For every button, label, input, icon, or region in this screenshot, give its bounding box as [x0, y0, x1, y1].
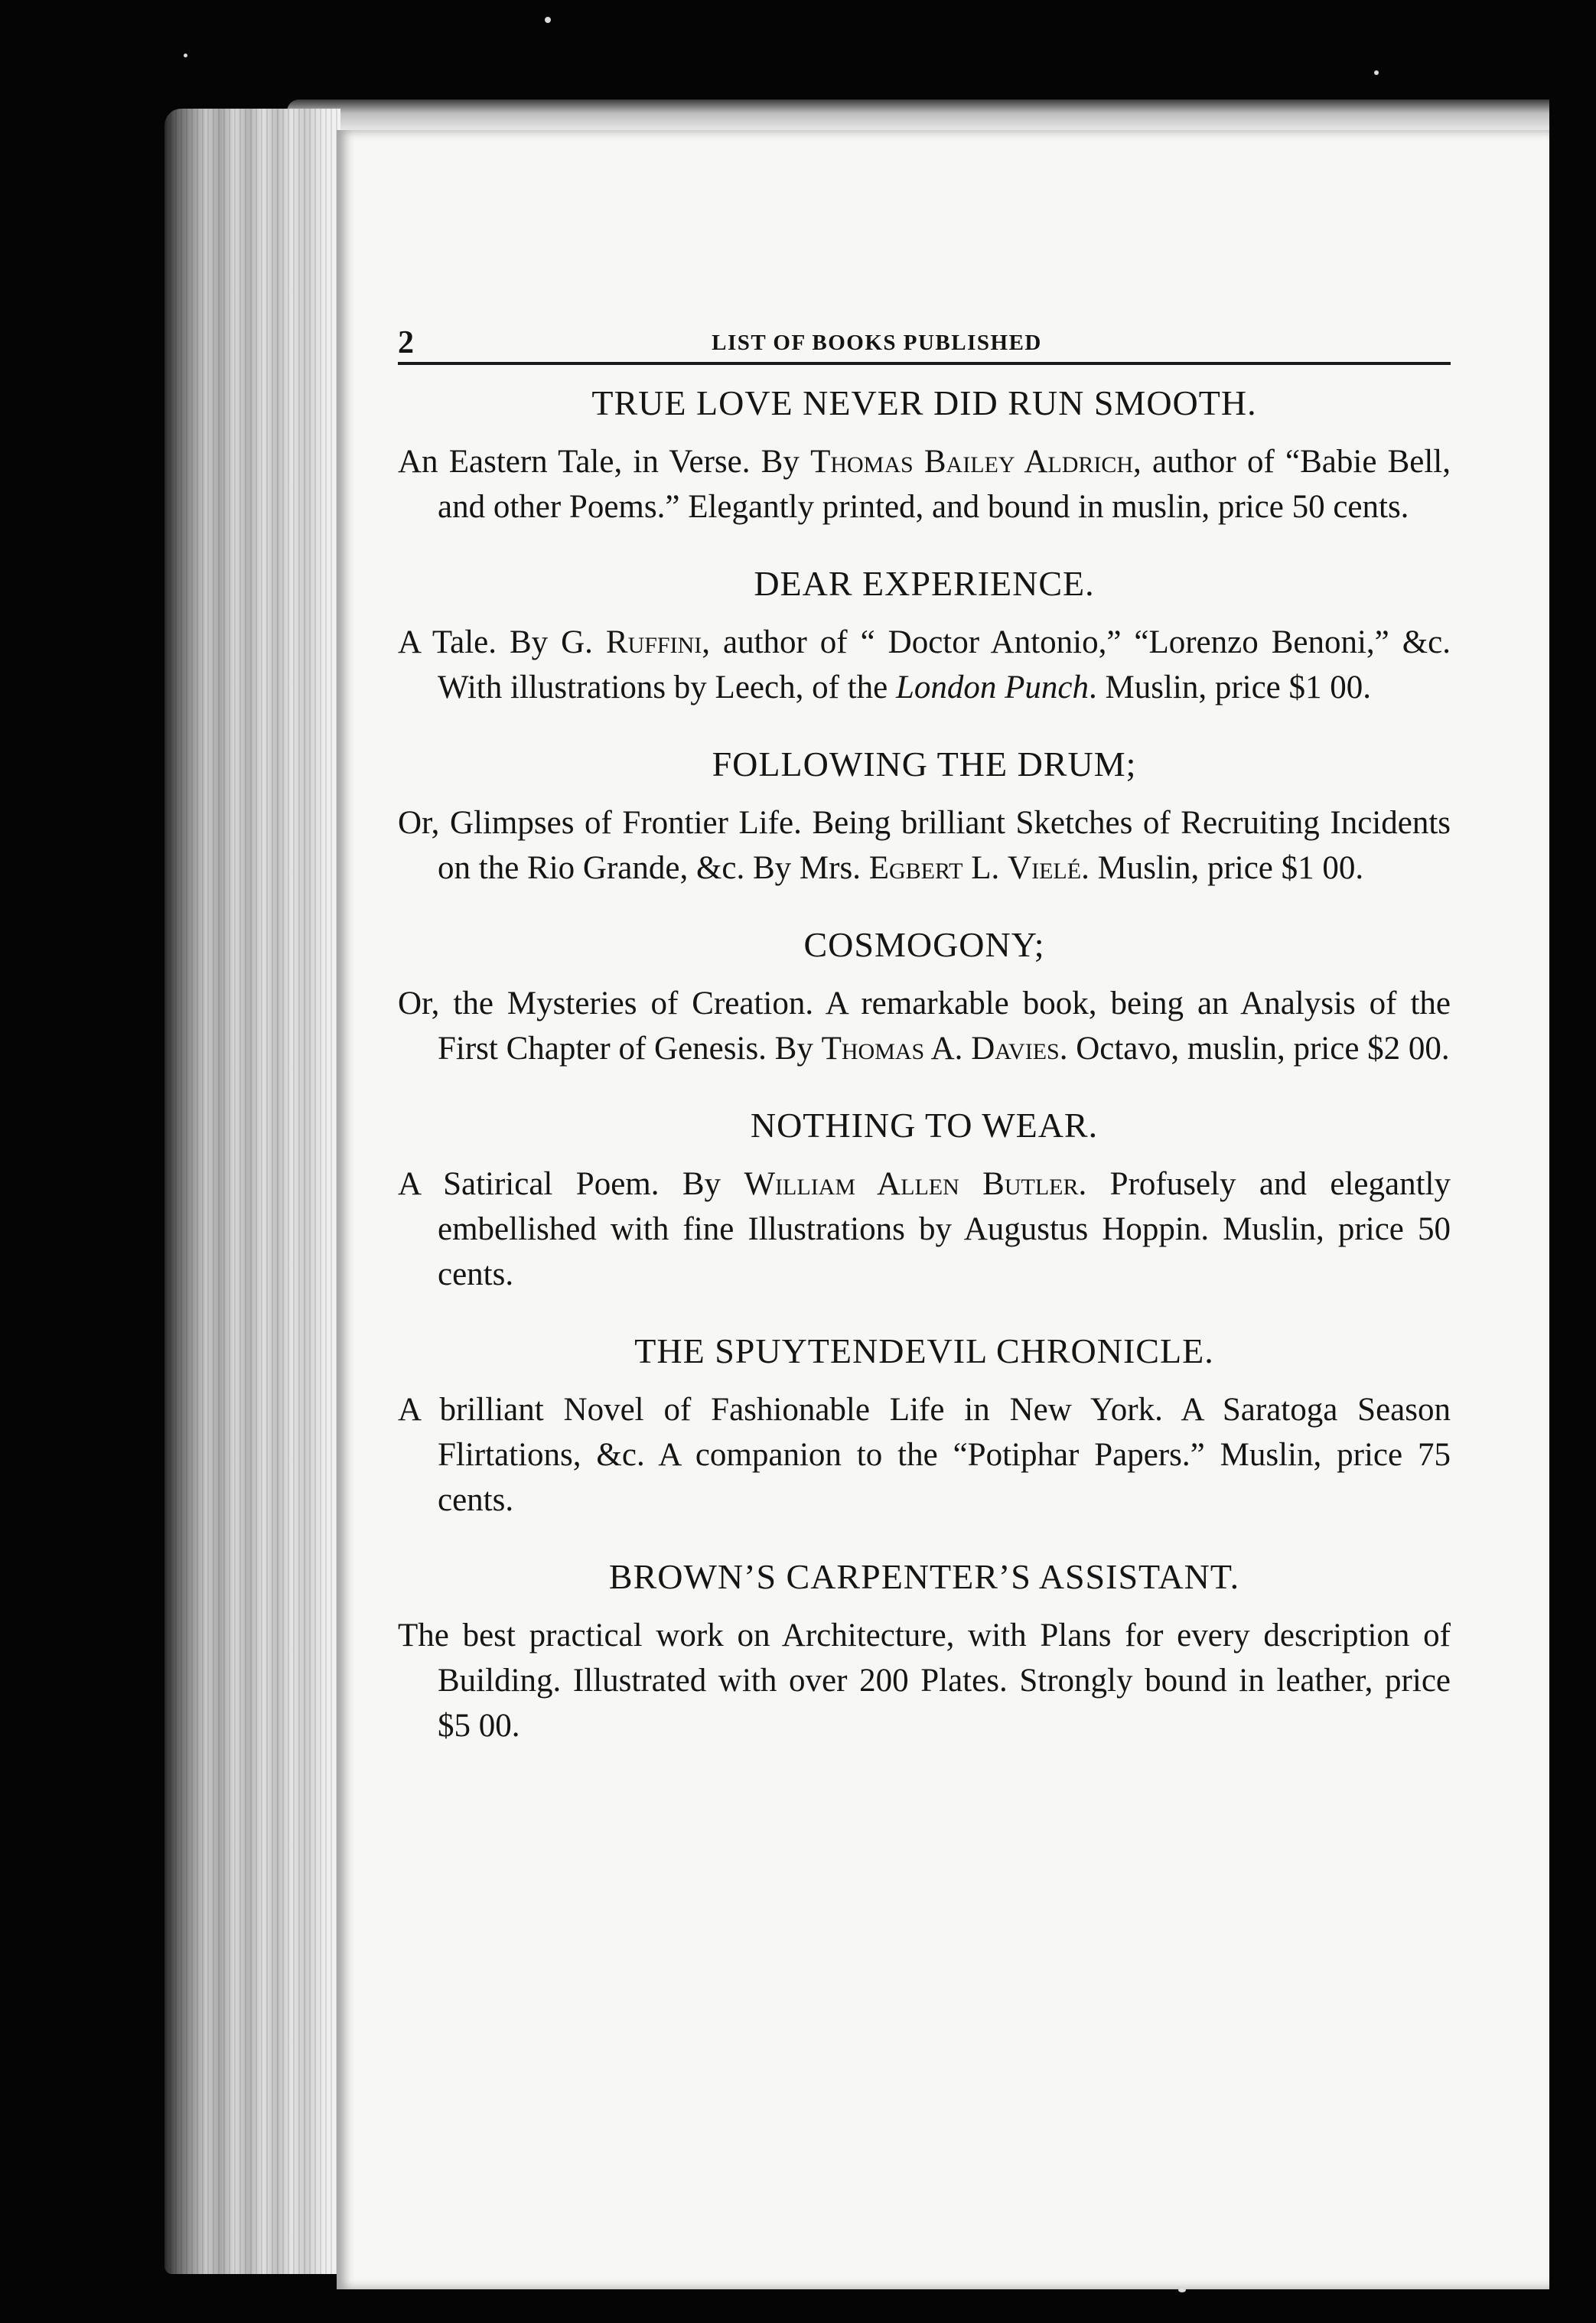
book-title: TRUE LOVE NEVER DID RUN SMOOTH. — [591, 383, 1257, 422]
running-title: LIST OF BOOKS PUBLISHED — [712, 331, 1042, 355]
description-segment: A Tale. By G. — [398, 624, 606, 660]
book-description — [398, 1162, 1451, 1297]
book-title: DEAR EXPERIENCE. — [754, 564, 1095, 603]
header-rule — [398, 362, 1451, 365]
book-entry — [398, 1103, 1451, 1297]
book-title: COSMOGONY; — [803, 925, 1045, 964]
description-segment: . Muslin, price $1 00. — [1081, 850, 1364, 886]
description-segment: L. — [962, 850, 1008, 886]
book-list — [398, 381, 1451, 1781]
book-description — [398, 439, 1451, 529]
description-segment: Thomas — [821, 1031, 925, 1067]
description-segment: . Muslin, price $1 00. — [1088, 670, 1372, 705]
book-entry — [398, 923, 1451, 1071]
description-segment: Davies — [971, 1031, 1060, 1067]
page-number: 2 — [398, 325, 414, 360]
description-segment: William Allen Butler — [744, 1166, 1079, 1202]
description-segment: A Satirical Poem. By — [398, 1166, 744, 1202]
description-segment: A brilliant Novel of Fashionable Life in New York. A Saratoga Season Flirtations, &c. A companion to the “Potiphar Papers.” Muslin, price 75 cents. — [398, 1392, 1451, 1518]
book-top-edge — [287, 99, 1549, 130]
description-segment: Or, the Mysteries of Creation. A remarkable book, being an Analysis of the First Chapter of Genesis. By — [398, 986, 1451, 1067]
book-entry — [398, 1329, 1451, 1523]
description-segment: Ruffini — [605, 624, 702, 660]
description-segment: . Octavo, muslin, price $2 00. — [1059, 1031, 1450, 1067]
book-entry — [398, 562, 1451, 710]
description-segment: Or, Glimpses of Frontier Life. Being brilliant Sketches of Recruiting Incidents on the Rio Grande, &c. By Mrs. — [398, 805, 1451, 886]
description-segment: A. — [924, 1031, 972, 1067]
description-segment: London Punch — [895, 670, 1089, 705]
book-title: FOLLOWING THE DRUM; — [712, 744, 1137, 784]
page-header — [398, 324, 1448, 363]
description-segment: , author of “Babie Bell, and other Poems.” Elegantly printed, and bound in muslin, price 50 cents. — [438, 444, 1451, 525]
book-title: NOTHING TO WEAR. — [750, 1106, 1099, 1145]
book-description — [398, 981, 1451, 1071]
description-segment: , author of “ Doctor Antonio,” “Lorenzo Benoni,” &c. With illustrations by Leech, of the — [438, 624, 1451, 705]
book-entry — [398, 381, 1451, 529]
description-segment: . Profusely and elegantly embellished with fine Illustrations by Augustus Hoppin. Muslin, price 50 cents. — [438, 1166, 1451, 1292]
description-segment: Vielé — [1008, 850, 1082, 886]
description-segment: An Eastern Tale, in Verse. By — [398, 444, 811, 480]
book-description — [398, 800, 1451, 891]
book-title: BROWN’S CARPENTER’S ASSISTANT. — [608, 1557, 1240, 1596]
description-segment: Thomas Bailey Aldrich — [810, 444, 1134, 480]
book-description — [398, 1613, 1451, 1748]
book-description — [398, 620, 1451, 710]
description-segment: The best practical work on Architecture, with Plans for every description of Building. Illustrated with over 200 Plates. Strongly bound in leather, price $5 00. — [398, 1618, 1451, 1744]
book-title: THE SPUYTENDEVIL CHRONICLE. — [634, 1331, 1214, 1370]
book-entry — [398, 1555, 1451, 1748]
page-edges — [164, 109, 340, 2274]
description-segment: Egbert — [868, 850, 963, 886]
book-description — [398, 1387, 1451, 1523]
book-entry — [398, 742, 1451, 891]
